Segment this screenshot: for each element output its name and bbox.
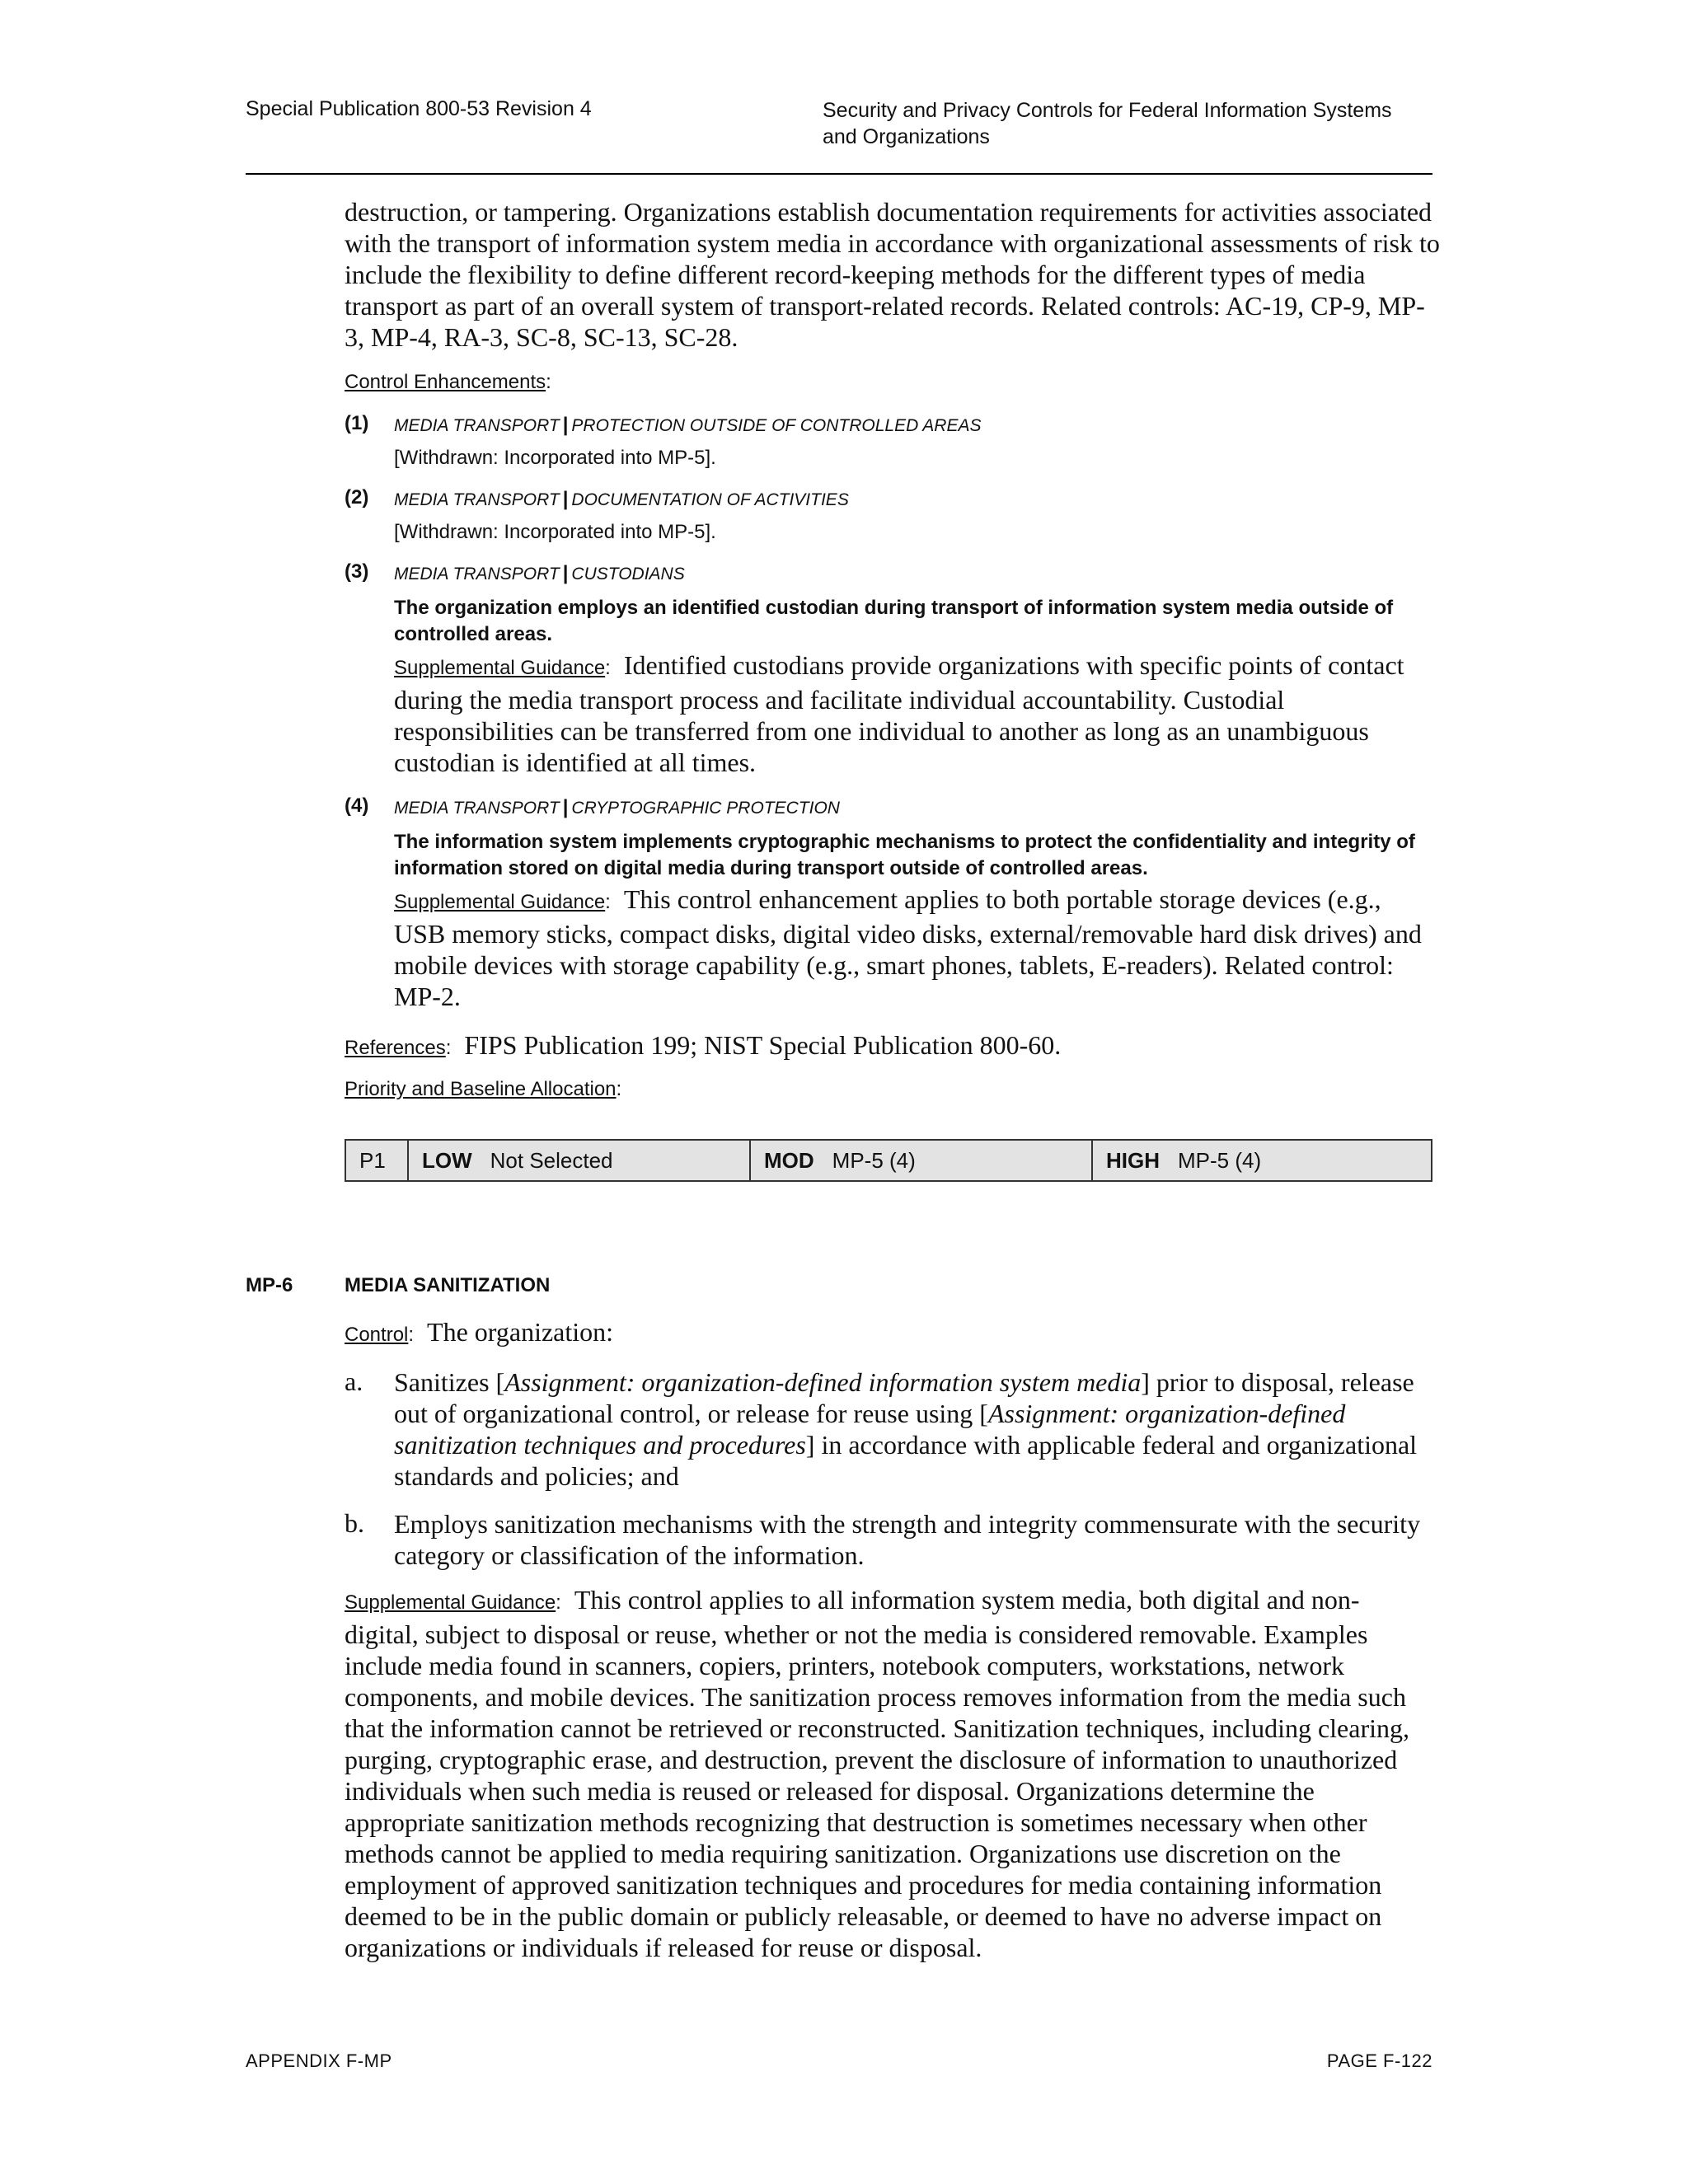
enhancement-number: (3)	[345, 560, 369, 583]
list-letter: a.	[345, 1366, 363, 1396]
footer-appendix-label: APPENDIX F-MP	[246, 2050, 392, 2071]
moderate-baseline-cell: MOD MP-5 (4)	[751, 1141, 1093, 1180]
enhancement-title: MEDIA TRANSPORT | CRYPTOGRAPHIC PROTECTION	[394, 796, 840, 818]
header-divider	[246, 173, 1432, 175]
enhancement-number: (1)	[345, 412, 369, 434]
list-letter: b.	[345, 1508, 364, 1538]
enhancement-supplemental-guidance: Supplemental Guidance: Identified custodians provide organizations with specific points of contact during the media transport process and facilitate individual accountability. Custodial responsibilities can be transferred from one individual to another as long as an unambiguous custodian is identified at all times.	[394, 650, 1404, 777]
footer-page-number: PAGE F-122	[1326, 2050, 1432, 2071]
enhancement-withdrawn-text: [Withdrawn: Incorporated into MP-5].	[394, 521, 716, 543]
low-baseline-cell: LOW Not Selected	[409, 1141, 751, 1180]
baseline-allocation-table	[345, 1139, 1432, 1182]
enhancement-withdrawn-text: [Withdrawn: Incorporated into MP-5].	[394, 447, 716, 469]
enhancement-supplemental-guidance: Supplemental Guidance: This control enhancement applies to both portable storage devices (e.g., USB memory sticks, compact disks, digital video disks, external/removable hard disk drives) and mobile devices with storage capability (e.g., smart phones, tablets, E-readers). Related control: MP-2.	[394, 884, 1422, 1011]
control-statement-intro: Control: The organization:	[345, 1317, 614, 1347]
header-document-title-line1: Security and Privacy Controls for Federal Information Systems	[823, 99, 1392, 122]
priority-baseline-heading: Priority and Baseline Allocation:	[345, 1078, 622, 1100]
enhancement-title: MEDIA TRANSPORT | CUSTODIANS	[394, 562, 685, 584]
control-title: MEDIA SANITIZATION	[345, 1274, 551, 1296]
control-supplemental-guidance: Supplemental Guidance: This control applies to all information system media, both digital and non-digital, subject to disposal or reuse, whether or not the media is considered removable. Examples include media found in scanners, copiers, printers, notebook computers, workstations, network components, and mobile devices. The sanitization process removes information from the media such that the information cannot be retrieved or reconstructed. Sanitization techniques, including clearing, purging, cryptographic erase, and destruction, prevent the disclosure of information to unauthorized individuals when such media is reused or released for disposal. Organizations determine the appropriate sanitization methods recognizing that destruction is sometimes necessary when other methods cannot be applied to media requiring sanitization. Organizations use discretion on the employment of approved sanitization techniques and procedures for media containing information deemed to be in the public domain or publicly releasable, or deemed to have no adverse impact on organizations or individuals if released for reuse or disposal.	[345, 1585, 1409, 1962]
control-item-b: Employs sanitization mechanisms with the strength and integrity commensurate with the security category or classification of the information.	[394, 1509, 1421, 1570]
priority-cell: P1	[346, 1141, 409, 1180]
high-baseline-cell: HIGH MP-5 (4)	[1106, 1147, 1262, 1173]
control-enhancements-heading: Control Enhancements:	[345, 371, 551, 393]
control-item-a: Sanitizes [Assignment: organization-defined information system media] prior to disposal, release out of organizational control, or release for reuse using [Assignment: organization-defined sanitization techniques and procedures] in accordance with applicable federal and organizational standards and policies; and	[394, 1367, 1418, 1491]
references-line: References: FIPS Publication 199; NIST Special Publication 800-60.	[345, 1030, 1062, 1060]
header-publication-title: Special Publication 800-53 Revision 4	[246, 97, 592, 120]
enhancement-number: (4)	[345, 794, 369, 817]
enhancement-title: MEDIA TRANSPORT | PROTECTION OUTSIDE OF CONTROLLED AREAS	[394, 414, 982, 436]
enhancement-statement: The information system implements cryptographic mechanisms to protect the confidentiality and integrity of information stored on digital media during transport outside of controlled areas.	[394, 831, 1415, 879]
header-document-title-line2: and Organizations	[823, 125, 990, 148]
enhancement-number: (2)	[345, 486, 369, 509]
header-document-title	[823, 97, 1449, 150]
continued-guidance-paragraph: destruction, or tampering. Organizations establish documentation requirements for activities associated with the transport of information system media in accordance with organizational assessments of risk to include the flexibility to define different record-keeping methods for the different types of media transport as part of an overall system of transport-related records. Related controls: AC-19, CP-9, MP-3, MP-4, RA-3, SC-8, SC-13, SC-28.	[345, 197, 1440, 352]
enhancement-title: MEDIA TRANSPORT | DOCUMENTATION OF ACTIVITIES	[394, 488, 849, 510]
control-id: MP-6	[246, 1274, 293, 1296]
enhancement-statement: The organization employs an identified custodian during transport of information system media outside of controlled areas.	[394, 597, 1394, 645]
